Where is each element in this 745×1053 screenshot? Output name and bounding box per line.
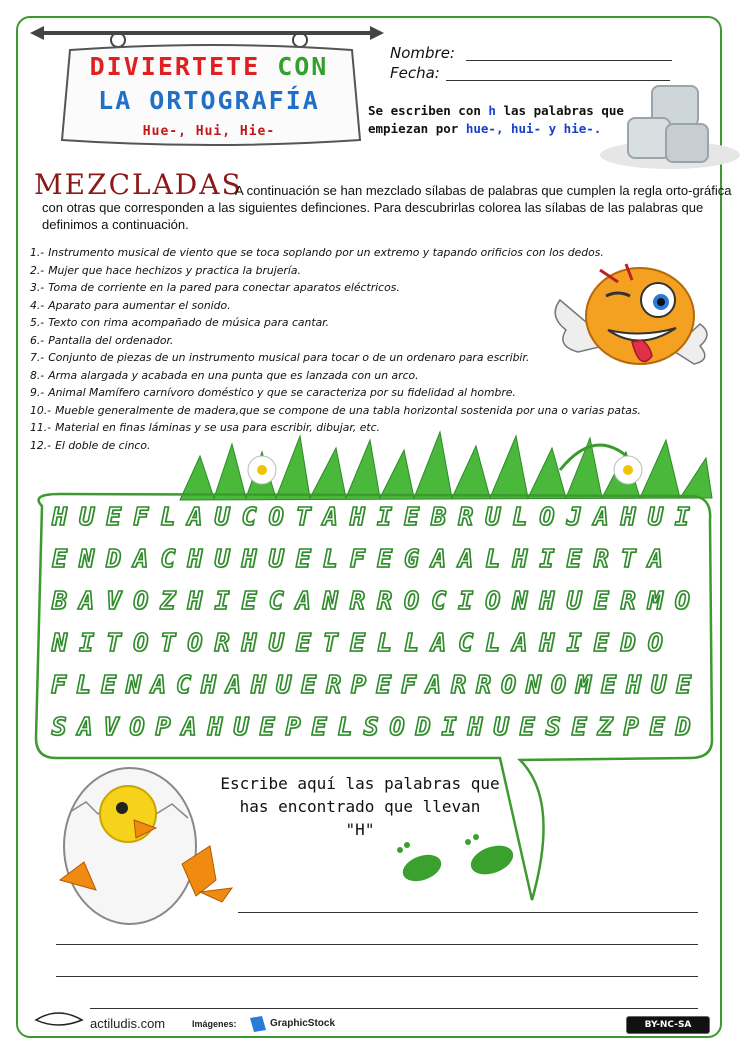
grid-letter[interactable]: H	[467, 712, 483, 741]
grid-letter[interactable]: H	[250, 670, 267, 699]
grid-letter[interactable]: E	[566, 544, 582, 573]
grid-letter[interactable]: L	[160, 502, 176, 531]
definition-number: 9.-	[30, 386, 45, 399]
grid-letter[interactable]: H	[625, 670, 642, 699]
grid-letter[interactable]: U	[268, 544, 284, 573]
definition-number: 1.-	[30, 246, 45, 259]
section-heading: MEZCLADAS	[34, 168, 243, 201]
grid-letter[interactable]: C	[175, 670, 192, 699]
grid-letter[interactable]: R	[450, 670, 467, 699]
grid-letter[interactable]: A	[431, 544, 447, 573]
grid-letter[interactable]: A	[133, 544, 149, 573]
definition-text: Animal Mamífero carnívoro doméstico y que se caracteriza por su fidelidad al hombre.	[48, 386, 516, 399]
grid-letter[interactable]: L	[322, 544, 338, 573]
grid-letter[interactable]: H	[349, 502, 365, 531]
grid-letter[interactable]: E	[259, 712, 275, 741]
nombre-line[interactable]	[466, 60, 672, 61]
grid-letter[interactable]: M	[575, 670, 592, 699]
definition-text: El doble de cinco.	[55, 438, 151, 452]
license-badge: BY-NC-SA	[626, 1016, 710, 1034]
grid-letter[interactable]: H	[241, 544, 257, 573]
grid-letter[interactable]: U	[268, 628, 284, 657]
grid-letter[interactable]: I	[539, 544, 555, 573]
answer-line-2[interactable]	[56, 944, 698, 945]
grid-letter[interactable]: T	[160, 628, 176, 657]
definition-item	[30, 279, 730, 297]
grid-letter[interactable]: R	[214, 628, 230, 657]
definition-item	[30, 244, 730, 262]
grid-letter[interactable]: A	[181, 712, 197, 741]
grid-letter[interactable]: T	[620, 544, 636, 573]
grid-letter[interactable]: L	[485, 628, 501, 657]
grid-letter[interactable]: N	[79, 544, 95, 573]
grid-letter[interactable]: A	[225, 670, 242, 699]
grid-letter[interactable]: H	[539, 586, 555, 615]
grid-letter[interactable]: P	[623, 712, 639, 741]
grid-letter[interactable]: U	[214, 502, 230, 531]
footer-site[interactable]: actiludis.com	[90, 1016, 166, 1031]
definition-item	[30, 402, 730, 420]
grid-letter[interactable]: E	[675, 670, 692, 699]
grid-letter[interactable]: E	[404, 502, 420, 531]
grid-letter[interactable]: S	[51, 712, 67, 741]
section-intro: A continuación se han mezclado sílabas de palabras que cumplen la regla orto-gráfica con otras que corresponden a las siguientes definciones. Para descubrirlas colorea las sílabas de las palabras que definimos a continuación.	[42, 183, 732, 232]
definition-number: 7.-	[30, 351, 45, 364]
grid-letter[interactable]: Z	[597, 712, 613, 741]
grid-letter[interactable]: I	[214, 586, 230, 615]
grid-letter[interactable]: P	[155, 712, 171, 741]
grid-letter[interactable]: I	[458, 586, 474, 615]
grid-letter[interactable]: L	[337, 712, 353, 741]
grid-letter[interactable]: S	[363, 712, 379, 741]
grid-letter[interactable]: I	[441, 712, 457, 741]
grid-letter[interactable]: A	[593, 502, 609, 531]
grid-row	[46, 502, 696, 544]
definition-item	[30, 437, 730, 455]
grid-letter[interactable]: D	[415, 712, 431, 741]
grid-letter[interactable]: O	[404, 586, 420, 615]
footer-images-label: Imágenes:	[192, 1019, 237, 1029]
grid-letter[interactable]: O	[539, 502, 555, 531]
grid-letter[interactable]: R	[475, 670, 492, 699]
grid-letter[interactable]: U	[647, 502, 663, 531]
grid-letter[interactable]: F	[50, 670, 67, 699]
grid-letter[interactable]: E	[311, 712, 327, 741]
grid-letter[interactable]: L	[485, 544, 501, 573]
grid-letter[interactable]: U	[233, 712, 249, 741]
grid-letter[interactable]: U	[79, 502, 95, 531]
grid-letter[interactable]: F	[349, 544, 365, 573]
grid-letter[interactable]: L	[75, 670, 92, 699]
grid-letter[interactable]: A	[79, 586, 95, 615]
grid-letter[interactable]: L	[404, 628, 420, 657]
grid-letter[interactable]: F	[133, 502, 149, 531]
grid-letter[interactable]: E	[100, 670, 117, 699]
grid-letter[interactable]: H	[620, 502, 636, 531]
rule-text	[368, 102, 638, 138]
grid-letter[interactable]: E	[241, 586, 257, 615]
grid-letter[interactable]: T	[106, 628, 122, 657]
grid-letter[interactable]: O	[674, 586, 690, 615]
rule-letter: h	[488, 103, 496, 118]
grid-letter[interactable]: N	[52, 628, 68, 657]
grid-letter[interactable]: R	[376, 586, 392, 615]
definition-number: 10.-	[30, 403, 52, 417]
grid-letter[interactable]: O	[129, 712, 145, 741]
write-line-1: Escribe aquí las palabras que	[220, 774, 500, 793]
grid-letter[interactable]: E	[571, 712, 587, 741]
grid-letter[interactable]: I	[376, 502, 392, 531]
definition-item	[30, 332, 730, 350]
grid-letter[interactable]: I	[566, 628, 582, 657]
grid-letter[interactable]: R	[349, 586, 365, 615]
grid-letter[interactable]: O	[500, 670, 517, 699]
grid-letter[interactable]: N	[525, 670, 542, 699]
answer-line-1[interactable]	[238, 912, 698, 913]
grid-letter[interactable]: A	[431, 628, 447, 657]
grid-letter[interactable]: J	[566, 502, 582, 531]
definition-text: Toma de corriente en la pared para conectar aparatos eléctricos.	[48, 281, 400, 294]
grid-letter[interactable]: H	[187, 544, 203, 573]
grid-row	[46, 712, 696, 754]
grid-letter[interactable]: P	[350, 670, 367, 699]
grid-letter[interactable]: T	[322, 628, 338, 657]
grid-letter[interactable]: P	[285, 712, 301, 741]
grid-letter[interactable]: R	[325, 670, 342, 699]
graphicstock-logo-icon	[250, 1016, 266, 1032]
grid-letter[interactable]: U	[493, 712, 509, 741]
grid-letter[interactable]: T	[295, 502, 311, 531]
grid-letter[interactable]: V	[106, 586, 122, 615]
letter-grid	[46, 502, 696, 754]
grid-letter[interactable]: H	[512, 544, 528, 573]
grid-letter[interactable]: C	[241, 502, 257, 531]
grid-letter[interactable]: E	[600, 670, 617, 699]
definitions-list	[30, 244, 730, 454]
answer-line-4[interactable]	[90, 1008, 698, 1009]
grid-letter[interactable]: V	[103, 712, 119, 741]
grid-letter[interactable]: N	[512, 586, 528, 615]
grid-letter[interactable]: B	[52, 586, 68, 615]
title-line-1	[64, 52, 354, 81]
grid-row	[46, 544, 696, 586]
grid-letter[interactable]: H	[187, 586, 203, 615]
grid-letter[interactable]: E	[649, 712, 665, 741]
fecha-line[interactable]	[446, 80, 670, 81]
grid-letter[interactable]: C	[268, 586, 284, 615]
grid-letter[interactable]: F	[400, 670, 417, 699]
rule-part2: las palabras que empiezan por	[368, 103, 624, 136]
grid-letter[interactable]: O	[133, 628, 149, 657]
definition-text: Mueble generalmente de madera,que se compone de una tabla horizontal sostenida por una o varias patas.	[55, 403, 641, 417]
definition-number: 5.-	[30, 316, 45, 329]
grid-letter[interactable]: E	[375, 670, 392, 699]
grid-letter[interactable]: H	[52, 502, 68, 531]
write-instructions	[190, 772, 530, 841]
grid-letter[interactable]: O	[133, 586, 149, 615]
title-word-2: CON	[277, 52, 329, 81]
grid-letter[interactable]: A	[150, 670, 167, 699]
grid-letter[interactable]: N	[322, 586, 338, 615]
definition-item	[30, 314, 730, 332]
grid-letter[interactable]: O	[268, 502, 284, 531]
grid-letter[interactable]: O	[485, 586, 501, 615]
definition-number: 12.-	[30, 438, 52, 452]
grid-letter[interactable]: E	[300, 670, 317, 699]
grid-letter[interactable]: B	[431, 502, 447, 531]
grid-letter[interactable]: E	[295, 628, 311, 657]
grid-letter[interactable]: A	[512, 628, 528, 657]
grid-letter[interactable]: A	[458, 544, 474, 573]
grid-letter[interactable]: C	[160, 544, 176, 573]
definition-number: 4.-	[30, 298, 45, 312]
title-word-1: DIVIERTETE	[89, 52, 261, 81]
definition-text: Aparato para aumentar el sonido.	[48, 298, 231, 312]
definition-text: Material en finas láminas y se usa para escribir, dibujar, etc.	[55, 421, 380, 434]
definition-number: 3.-	[30, 281, 45, 294]
grid-letter[interactable]: U	[275, 670, 292, 699]
rule-part1: Se escriben con	[368, 103, 481, 118]
write-line-3: "H"	[345, 820, 375, 839]
grid-letter[interactable]: E	[519, 712, 535, 741]
definition-text: Texto con rima acompañado de música para cantar.	[48, 316, 330, 329]
grid-letter[interactable]: H	[207, 712, 223, 741]
definition-number: 8.-	[30, 368, 45, 382]
title-banner	[64, 38, 354, 148]
definition-item	[30, 384, 730, 402]
definition-item	[30, 419, 730, 437]
grid-letter[interactable]: A	[647, 544, 663, 573]
definition-text: Arma alargada y acabada en una punta que es lanzada con un arco.	[48, 368, 419, 382]
grid-letter[interactable]: E	[349, 628, 365, 657]
grid-letter[interactable]: I	[79, 628, 95, 657]
definition-item	[30, 297, 730, 315]
definition-number: 11.-	[30, 421, 52, 434]
nombre-label: Nombre:	[390, 44, 455, 62]
grid-letter[interactable]: H	[200, 670, 217, 699]
grid-letter[interactable]: C	[431, 586, 447, 615]
grid-letter[interactable]: O	[187, 628, 203, 657]
grid-letter[interactable]: D	[620, 628, 636, 657]
grid-letter[interactable]: H	[539, 628, 555, 657]
footer-mascot-icon	[36, 1013, 82, 1025]
definition-item	[30, 349, 730, 367]
grid-letter[interactable]: D	[675, 712, 691, 741]
grid-row	[46, 628, 696, 670]
title-line-2: LA ORTOGRAFÍA	[98, 86, 320, 115]
definition-text: Instrumento musical de viento que se toca soplando por un extremo y tapando orificios con los dedos.	[48, 246, 604, 259]
footprints-icon	[397, 834, 517, 886]
title-subtitle: Hue-, Hui, Hie-	[142, 124, 276, 139]
grid-letter[interactable]: A	[322, 502, 338, 531]
definition-text: Conjunto de piezas de un instrumento musical para tocar o de un ordenaro para escribir.	[48, 351, 530, 364]
definition-item	[30, 367, 730, 385]
grid-row	[46, 670, 696, 712]
grid-letter[interactable]: U	[214, 544, 230, 573]
grid-letter[interactable]: A	[77, 712, 93, 741]
grid-letter[interactable]: E	[52, 544, 68, 573]
grid-letter[interactable]: L	[512, 502, 528, 531]
grid-letter[interactable]: R	[620, 586, 636, 615]
grid-letter[interactable]: U	[566, 586, 582, 615]
grid-letter[interactable]: D	[106, 544, 122, 573]
definition-text: Pantalla del ordenador.	[48, 333, 174, 347]
grid-letter[interactable]: L	[376, 628, 392, 657]
grid-letter[interactable]: G	[404, 544, 420, 573]
grid-letter[interactable]: A	[425, 670, 442, 699]
grid-letter[interactable]: A	[187, 502, 203, 531]
grid-letter[interactable]: M	[647, 586, 663, 615]
grid-letter[interactable]: U	[650, 670, 667, 699]
fecha-label: Fecha:	[390, 64, 440, 82]
grid-letter[interactable]: E	[106, 502, 122, 531]
grid-letter[interactable]: S	[545, 712, 561, 741]
grid-letter[interactable]: E	[593, 628, 609, 657]
definition-number: 2.-	[30, 263, 45, 277]
grid-letter[interactable]: E	[376, 544, 392, 573]
grid-letter[interactable]: I	[674, 502, 690, 531]
grid-letter[interactable]: O	[647, 628, 663, 657]
write-line-2: has encontrado que llevan	[239, 797, 481, 816]
answer-line-3[interactable]	[56, 976, 698, 977]
definition-item	[30, 262, 730, 280]
grid-letter[interactable]: Z	[160, 586, 176, 615]
grid-letter[interactable]: R	[458, 502, 474, 531]
definition-number: 6.-	[30, 333, 45, 347]
grid-letter[interactable]: H	[241, 628, 257, 657]
rule-prefixes: hue-, hui- y hie-.	[465, 121, 602, 136]
grid-letter[interactable]: O	[389, 712, 405, 741]
footer-images-source: GraphicStock	[270, 1018, 336, 1029]
grid-letter[interactable]: C	[458, 628, 474, 657]
grid-row	[46, 586, 696, 628]
grid-letter[interactable]: E	[593, 586, 609, 615]
grid-letter[interactable]: O	[550, 670, 567, 699]
grid-letter[interactable]: R	[593, 544, 609, 573]
grid-letter[interactable]: N	[125, 670, 142, 699]
grid-letter[interactable]: E	[295, 544, 311, 573]
definition-text: Mujer que hace hechizos y practica la brujería.	[48, 263, 301, 277]
grid-letter[interactable]: U	[485, 502, 501, 531]
grid-letter[interactable]: A	[295, 586, 311, 615]
